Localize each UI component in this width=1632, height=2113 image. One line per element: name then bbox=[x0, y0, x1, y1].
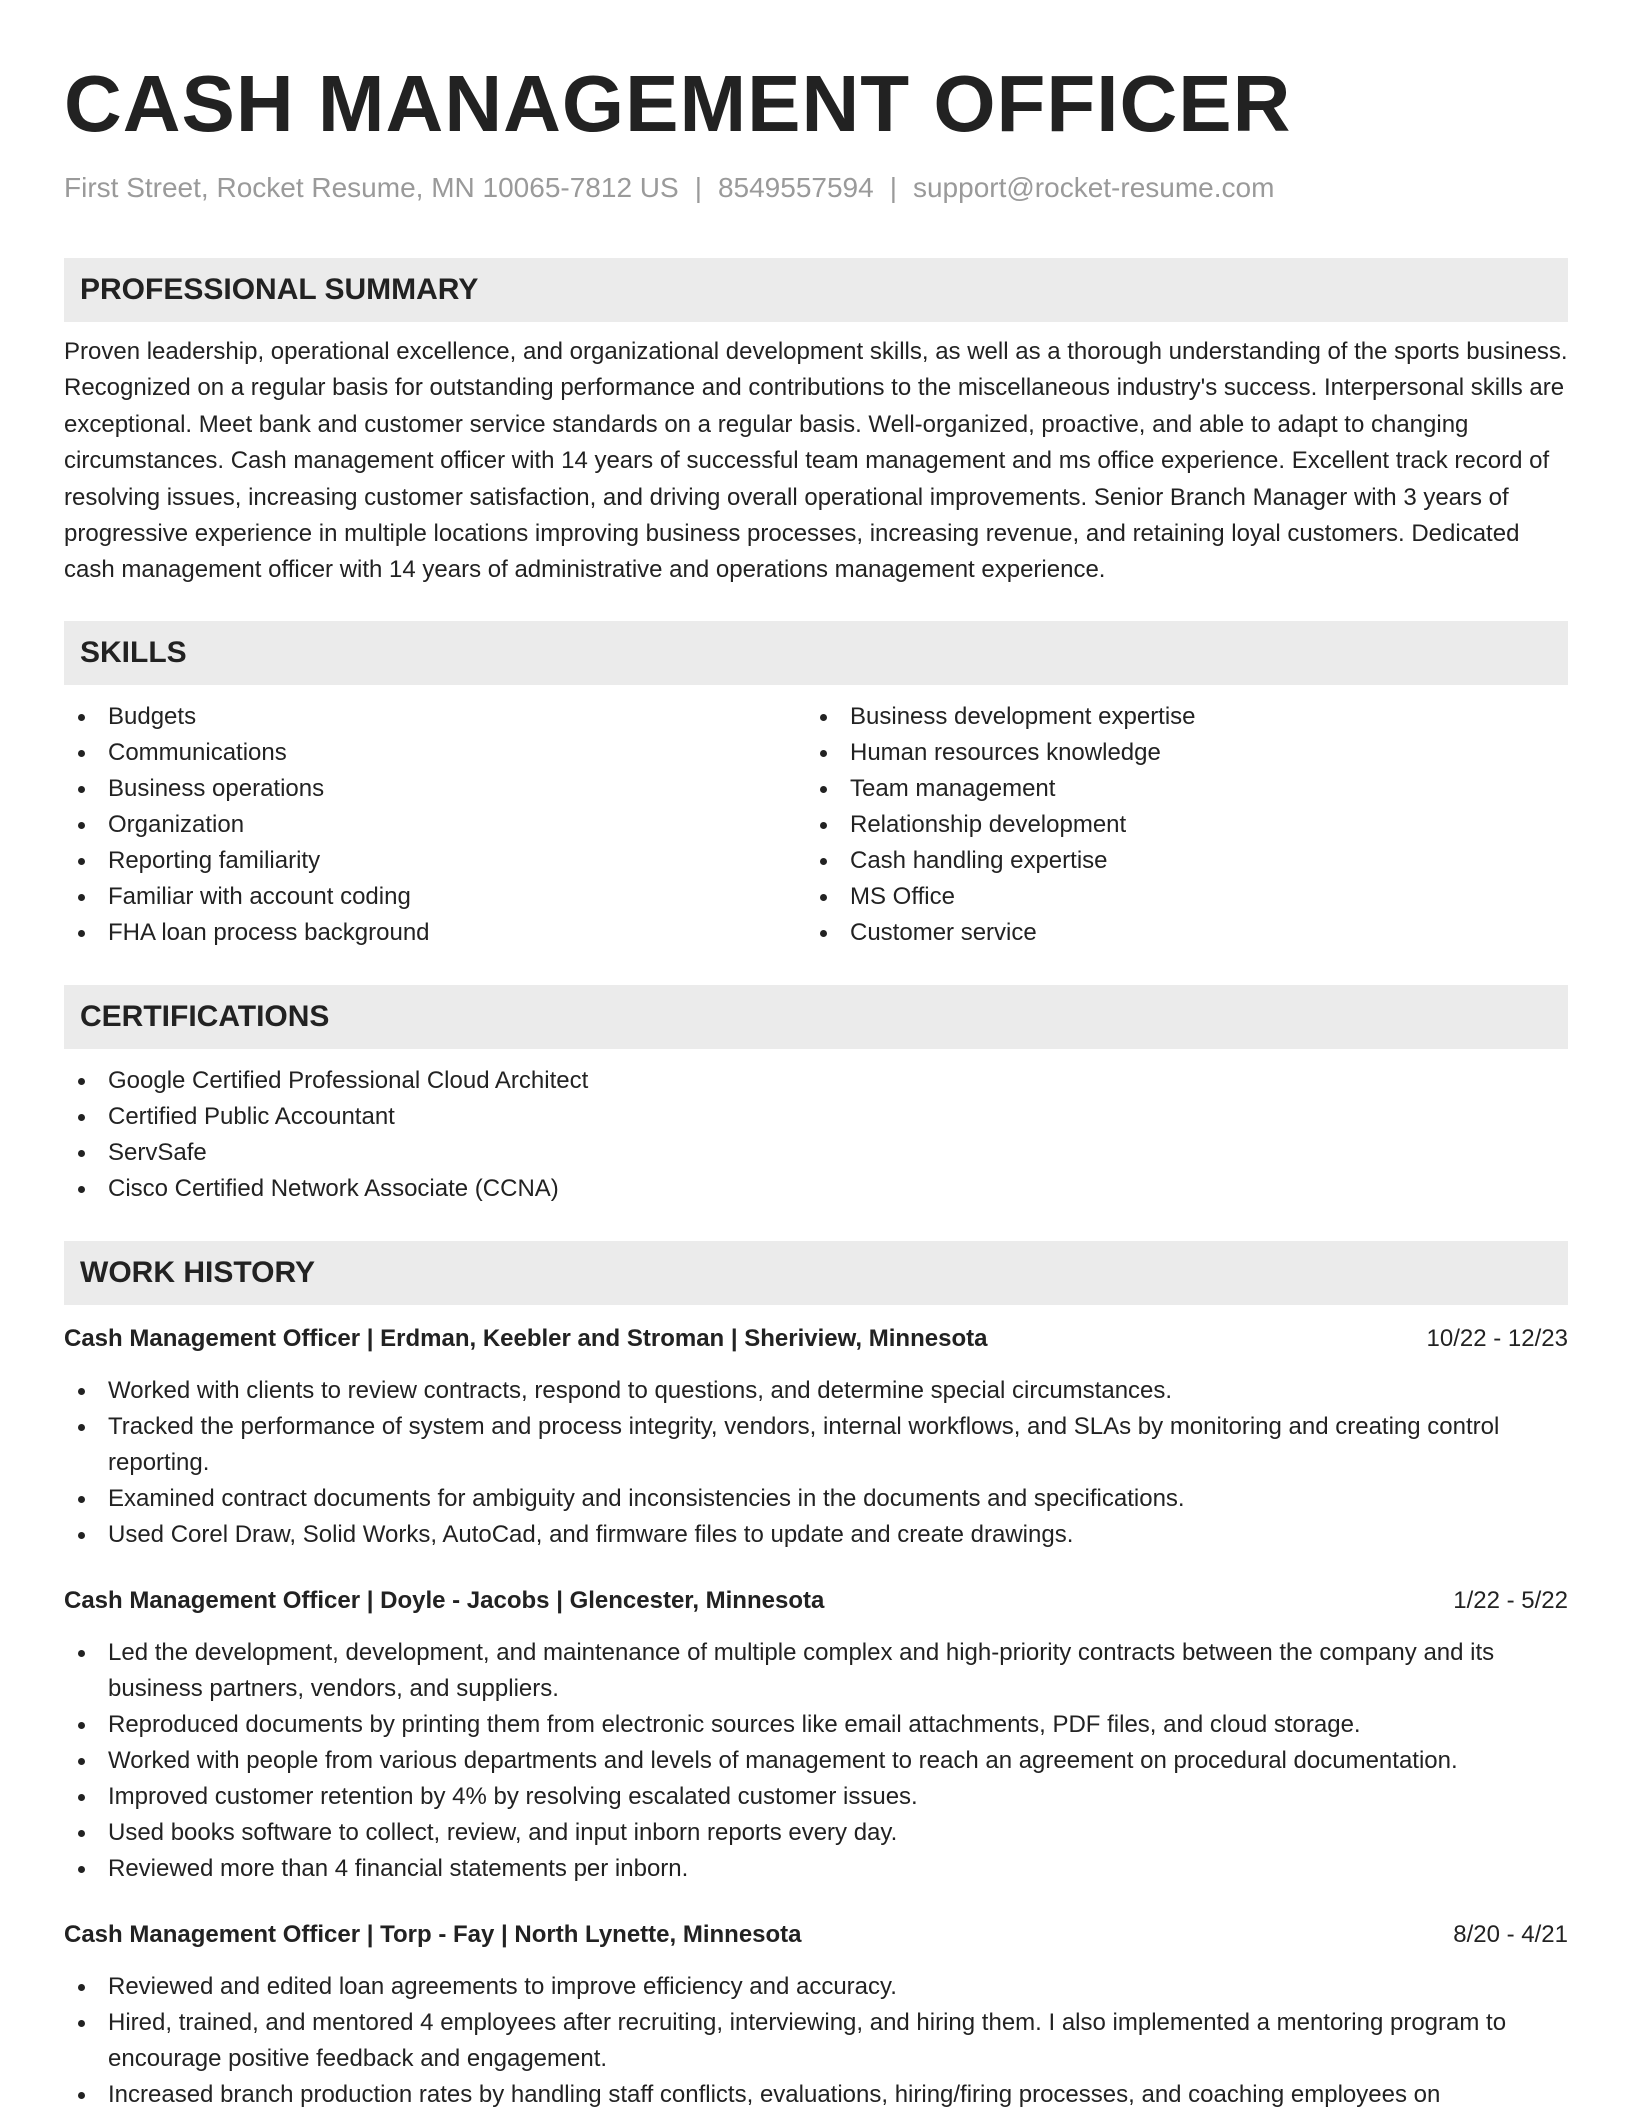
contact-phone: 8549557594 bbox=[717, 172, 874, 203]
resume-page bbox=[64, 56, 1568, 2113]
list-item: Worked with people from various departments and levels of management to reach an agreement on procedural documentation. bbox=[64, 1743, 1568, 1779]
work-history-heading: WORK HISTORY bbox=[64, 1241, 1568, 1305]
list-item: Customer service bbox=[806, 915, 1548, 951]
list-item: Organization bbox=[64, 807, 806, 843]
list-item: Improved customer retention by 4% by resolving escalated customer issues. bbox=[64, 1779, 1568, 1815]
list-item: Relationship development bbox=[806, 807, 1548, 843]
job-bullets bbox=[64, 1635, 1568, 1887]
summary-heading: PROFESSIONAL SUMMARY bbox=[64, 258, 1568, 322]
contact-separator: | bbox=[694, 172, 702, 203]
skills-left-list bbox=[64, 699, 806, 951]
list-item: Human resources knowledge bbox=[806, 735, 1548, 771]
contact-email: support@rocket-resume.com bbox=[912, 172, 1275, 203]
list-item: Reviewed and edited loan agreements to improve efficiency and accuracy. bbox=[64, 1969, 1568, 2005]
list-item: Used Corel Draw, Solid Works, AutoCad, and firmware files to update and create drawings. bbox=[64, 1517, 1568, 1553]
list-item: Led the development, development, and maintenance of multiple complex and high-priority contracts between the company and its business partners, vendors, and suppliers. bbox=[64, 1635, 1568, 1707]
job-title: Cash Management Officer | Erdman, Keebler and Stroman | Sheriview, Minnesota bbox=[64, 1324, 988, 1352]
list-item: Cisco Certified Network Associate (CCNA) bbox=[64, 1171, 1568, 1207]
list-item: Business development expertise bbox=[806, 699, 1548, 735]
list-item: Reporting familiarity bbox=[64, 843, 806, 879]
list-item: Reviewed more than 4 financial statements per inborn. bbox=[64, 1851, 1568, 1887]
skills-grid bbox=[64, 699, 1568, 951]
job-header bbox=[64, 1917, 1568, 1953]
skills-right-list bbox=[806, 699, 1548, 951]
list-item: MS Office bbox=[806, 879, 1548, 915]
list-item: Communications bbox=[64, 735, 806, 771]
list-item: Business operations bbox=[64, 771, 806, 807]
job-bullets bbox=[64, 1969, 1568, 2113]
job-dates: 1/22 - 5/22 bbox=[1453, 1586, 1568, 1614]
list-item: Cash handling expertise bbox=[806, 843, 1548, 879]
job-entry bbox=[64, 1917, 1568, 2113]
list-item: Google Certified Professional Cloud Architect bbox=[64, 1063, 1568, 1099]
job-dates: 8/20 - 4/21 bbox=[1453, 1920, 1568, 1948]
job-header bbox=[64, 1321, 1568, 1357]
list-item: Team management bbox=[806, 771, 1548, 807]
job-entry bbox=[64, 1321, 1568, 1553]
list-item: Familiar with account coding bbox=[64, 879, 806, 915]
certifications-heading: CERTIFICATIONS bbox=[64, 985, 1568, 1049]
job-header bbox=[64, 1583, 1568, 1619]
contact-separator: | bbox=[889, 172, 897, 203]
job-entry bbox=[64, 1583, 1568, 1887]
summary-text: Proven leadership, operational excellence, and organizational development skills, as well as a thorough understanding of the sports business. Recognized on a regular basis for outstanding performance and contributions to the miscellaneous industry's success. Interpersonal skills are exceptional. Meet bank and customer service standards on a regular basis. Well-organized, proactive, and able to adapt to changing circumstances. Cash management officer with 14 years of successful team management and ms office experience. Excellent track record of resolving issues, increasing customer satisfaction, and driving overall operational improvements. Senior Branch Manager with 3 years of progressive experience in multiple locations improving business processes, increasing revenue, and retaining loyal customers. Dedicated cash management officer with 14 years of administrative and operations management experience. bbox=[64, 338, 1568, 584]
job-title: Cash Management Officer | Doyle - Jacobs | Glencester, Minnesota bbox=[64, 1586, 825, 1614]
contact-address: First Street, Rocket Resume, MN 10065-7812 US bbox=[64, 172, 679, 203]
list-item: Budgets bbox=[64, 699, 806, 735]
job-bullets bbox=[64, 1373, 1568, 1553]
contact-line bbox=[64, 168, 1568, 208]
list-item: Reproduced documents by printing them from electronic sources like email attachments, PDF files, and cloud storage. bbox=[64, 1707, 1568, 1743]
list-item: Examined contract documents for ambiguity and inconsistencies in the documents and specifications. bbox=[64, 1481, 1568, 1517]
list-item: Certified Public Accountant bbox=[64, 1099, 1568, 1135]
skills-heading: SKILLS bbox=[64, 621, 1568, 685]
list-item: Worked with clients to review contracts, respond to questions, and determine special circumstances. bbox=[64, 1373, 1568, 1409]
list-item: FHA loan process background bbox=[64, 915, 806, 951]
certifications-list bbox=[64, 1063, 1568, 1207]
list-item: Tracked the performance of system and process integrity, vendors, internal workflows, and SLAs by monitoring and creating control reporting. bbox=[64, 1409, 1568, 1481]
resume-name: CASH MANAGEMENT OFFICER bbox=[64, 59, 1292, 148]
job-dates: 10/22 - 12/23 bbox=[1426, 1324, 1568, 1352]
list-item: Hired, trained, and mentored 4 employees after recruiting, interviewing, and hiring them. I also implemented a mentoring program to encourage positive feedback and engagement. bbox=[64, 2005, 1568, 2077]
job-title: Cash Management Officer | Torp - Fay | North Lynette, Minnesota bbox=[64, 1920, 802, 1948]
list-item: Used books software to collect, review, and input inborn reports every day. bbox=[64, 1815, 1568, 1851]
list-item: Increased branch production rates by handling staff conflicts, evaluations, hiring/firing processes, and coaching employees on bbox=[64, 2077, 1568, 2113]
list-item: ServSafe bbox=[64, 1135, 1568, 1171]
